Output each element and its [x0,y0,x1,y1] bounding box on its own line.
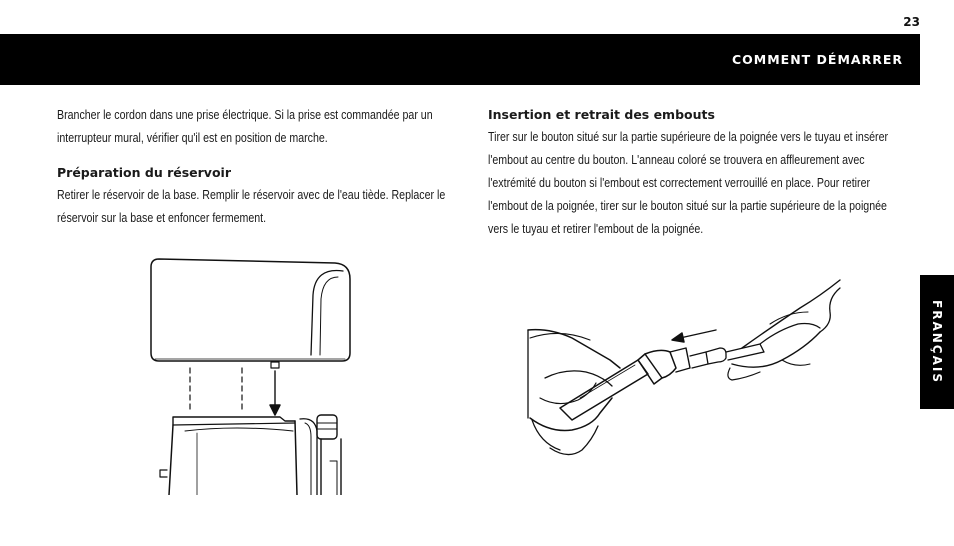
reservoir-heading: Préparation du réservoir [57,165,231,180]
left-column [57,104,465,230]
page-number: 23 [903,15,920,29]
tip-insertion-illustration [520,268,850,483]
intro-paragraph: Brancher le cordon dans une prise électrique. Si la prise est commandée par un interrupteur mural, vérifier qu'il est en position de marche. [57,108,433,145]
right-column [488,106,898,241]
tips-paragraph: Tirer sur le bouton situé sur la partie supérieure de la poignée vers le tuyau et insérer l'embout au centre du bouton. L'anneau coloré se trouvera en affleurement avec l'extrémité du bouton si l'embout est correctement verrouillé en place. Pour retirer l'embout de la poignée, tirer sur le bouton situé sur la partie supérieure de la poignée vers le tuyau et retirer l'embout de la poignée. [488,130,889,236]
reservoir-illustration [145,255,365,495]
reservoir-paragraph: Retirer le réservoir de la base. Remplir le réservoir avec de l'eau tiède. Replacer le réservoir sur la base et enfoncer fermement. [57,188,446,225]
language-tab-label: FRANÇAIS [930,300,944,384]
section-title: COMMENT DÉMARRER [732,52,903,67]
tips-heading: Insertion et retrait des embouts [488,107,715,122]
language-tab [920,275,954,409]
header-bar [0,34,920,85]
